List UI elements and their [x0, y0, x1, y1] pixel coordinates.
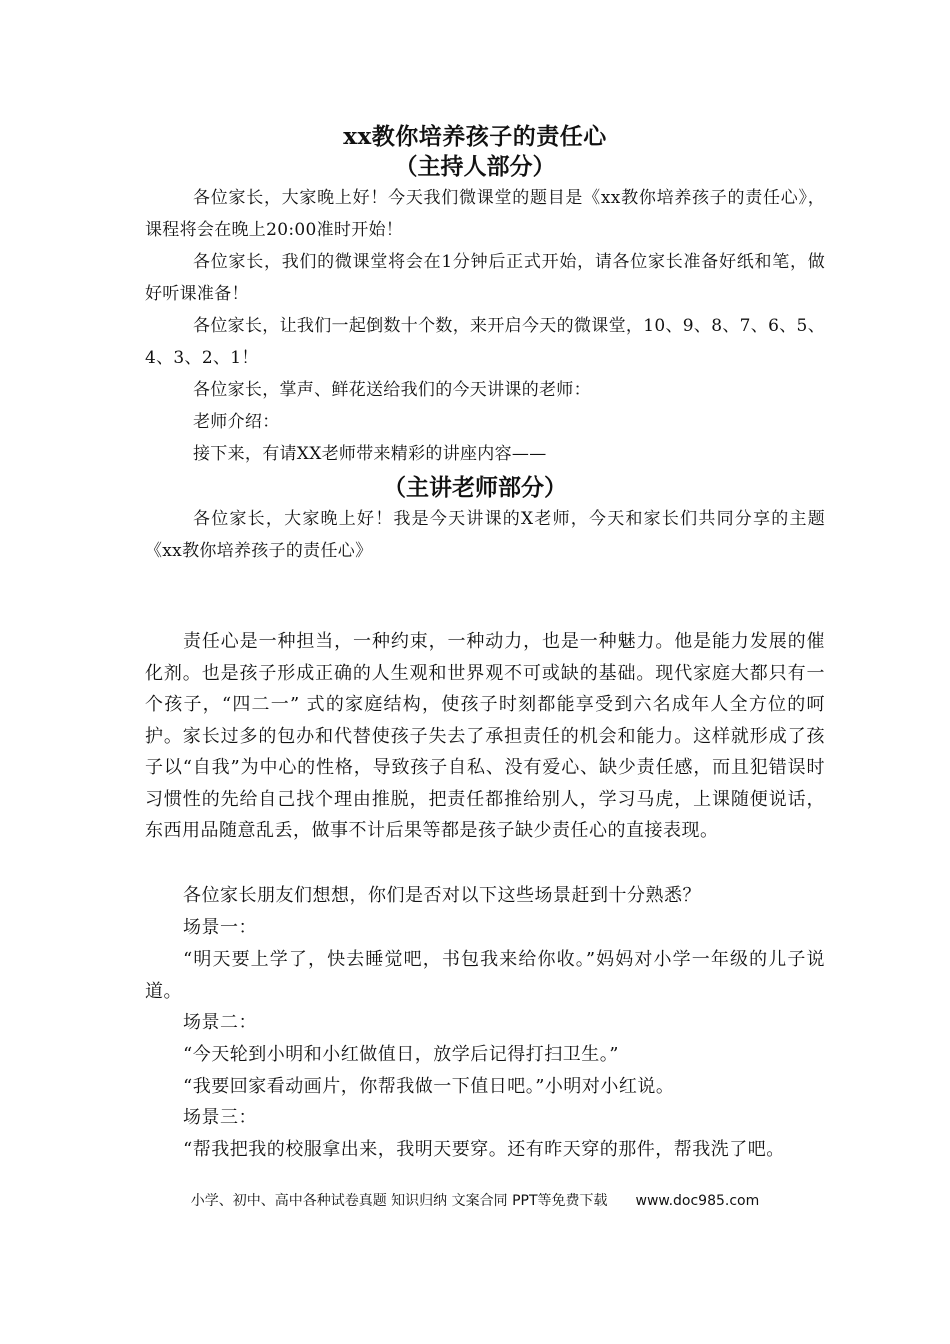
- question-line: 各位家长朋友们想想，你们是否对以下这些场景赶到十分熟悉？: [183, 885, 701, 906]
- page-footer: [0, 1190, 950, 1210]
- body-paragraph: 责任心是一种担当，一种约束，一种动力，也是一种魅力。他是能力发展的催化剂。也是孩子形成正确的人生观和世界观不可或缺的基础。现代家庭大都只有一个孩子，“四二一” 式的家庭结构，使孩子时刻都能享受到六名成年人全方位的呵护。家长过多的包办和代替使孩子失去了承担责任的机会和能力。这样就形成了孩子以“自我”为中心的性格，导致孩子自私、没有爱心、缺少责任感，而且犯错误时习惯性的先给自己找个理由推脱，把责任都推给别人，学习马虎，上课随便说话，东西用品随意乱丢，做事不计后果等都是孩子缺少责任心的直接表现。: [145, 631, 825, 841]
- host-line-teacher-intro: 老师介绍：: [193, 412, 280, 432]
- host-paragraph-2: 各位家长，我们的微课堂将会在1分钟后正式开始，请各位家长准备好纸和笔，做好听课准备！: [145, 252, 825, 304]
- teacher-section-heading: （主讲老师部分）: [383, 474, 567, 501]
- host-line-invite: 接下来，有请XX老师带来精彩的讲座内容——: [193, 444, 547, 464]
- teacher-intro-paragraph: 各位家长，大家晚上好！我是今天讲课的X老师，今天和家长们共同分享的主题《xx教你培养孩子的责任心》: [145, 509, 825, 561]
- scene-2-line-1: “今天轮到小明和小红做值日，放学后记得打扫卫生。”: [183, 1044, 619, 1065]
- scene-1-label: 场景一：: [183, 917, 257, 938]
- host-line-applause: 各位家长，掌声、鲜花送给我们的今天讲课的老师：: [193, 380, 591, 400]
- host-paragraph-3: 各位家长，让我们一起倒数十个数，来开启今天的微课堂，10、9、8、7、6、5、4、3、2、1！: [145, 316, 825, 368]
- scene-2-line-2: “我要回家看动画片，你帮我做一下值日吧。”小明对小红说。: [183, 1076, 675, 1097]
- footer-text: 小学、初中、高中各种试卷真题 知识归纳 文案合同 PPT等免费下载: [190, 1193, 608, 1209]
- host-section-heading: （主持人部分）: [394, 153, 556, 180]
- scene-3-text: “帮我把我的校服拿出来，我明天要穿。还有昨天穿的那件，帮我洗了吧。: [183, 1139, 785, 1160]
- document-title: xx教你培养孩子的责任心: [343, 123, 607, 150]
- scene-2-label: 场景二：: [183, 1012, 257, 1033]
- scene-3-label: 场景三：: [183, 1107, 257, 1128]
- footer-site-link[interactable]: www.doc985.com: [635, 1193, 760, 1209]
- scene-1-text: “明天要上学了，快去睡觉吧，书包我来给你收。”妈妈对小学一年级的儿子说道。: [145, 949, 825, 1002]
- host-paragraph-1: 各位家长，大家晚上好！今天我们微课堂的题目是《xx教你培养孩子的责任心》，课程将会在晚上20:00准时开始！: [145, 188, 825, 240]
